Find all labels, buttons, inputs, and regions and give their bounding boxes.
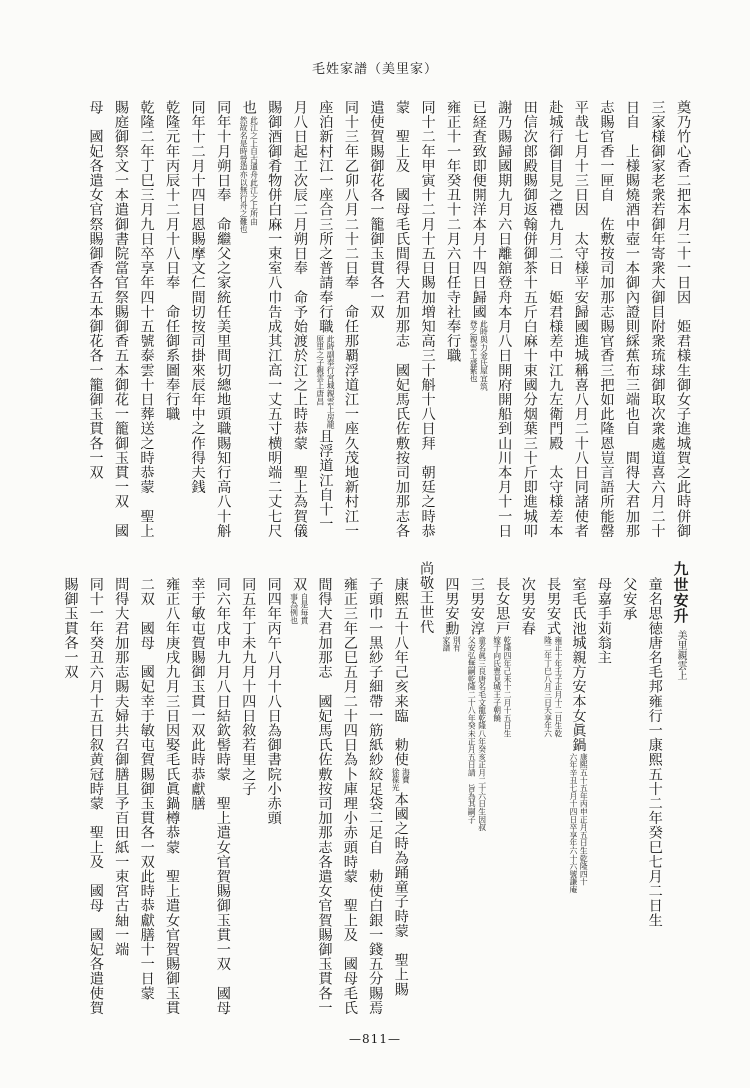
column-text: 本國之時為踊童子時蒙 聖上賜 xyxy=(392,792,409,997)
text-column xyxy=(311,577,337,1020)
column-text: 幸于敏屯賀賜御玉貫一双此時恭獻膳 xyxy=(189,577,206,811)
note-line: 登之親雲上盛紫也 xyxy=(469,320,479,383)
column-text: 双 xyxy=(291,577,308,592)
text-column xyxy=(235,577,261,1020)
column-text: 也 xyxy=(240,100,257,115)
column-text: 同年十二月十四日恩賜摩文仁間切按司掛來辰年中之作得夫銭 xyxy=(189,100,206,495)
column-text: 母嘉手苅翁主 xyxy=(595,577,612,665)
column-text: 志賜官香一匣自 佐敷按司加那志賜官香三把如此隆恩豈言語所能罄 xyxy=(598,100,615,538)
text-column xyxy=(388,577,414,1020)
column-text: 康熙五十八年己亥来臨 勅使 xyxy=(392,577,409,767)
column-text: 田信次郎殿賜御返翰併御茶十五斤白麻十束國分烟葉三十斤即進城叩 xyxy=(521,100,538,538)
column-text: 室毛氏池城親方安本女眞鍋 xyxy=(570,577,587,753)
column-text: 奠乃竹心香二把本月二十一日因 姫君様生御女子進城賀之此時併御 xyxy=(675,100,692,538)
column-text: 長男安式 xyxy=(545,577,562,636)
note-line: 康熙五十五年丙申正月五日生乾隆四十 xyxy=(579,753,589,886)
column-text: 赴城行御目見之禮九月二日 姫君様差中江九左衛門殿 太守様差本 xyxy=(547,100,564,538)
text-column xyxy=(134,577,160,1020)
text-column xyxy=(642,577,668,1020)
column-text: 同年十月朔日奉 命繼父之家統任美里間切總地頭職賜知行高八十斛 xyxy=(215,100,232,538)
column-text: 已経査致即便開洋本月十四日歸國 xyxy=(470,100,487,319)
text-column xyxy=(337,577,363,1020)
text-column xyxy=(540,577,566,1020)
text-column xyxy=(565,577,591,1020)
column-text: 二双 國母 國妃幸于敏屯賀賜御玉貫各一双此時恭獻膳十一日蒙 xyxy=(138,577,155,1001)
text-column xyxy=(362,577,388,1020)
text-column xyxy=(83,577,109,1020)
column-text: 同六年戊申九月八日結欽髻時蒙 聖上遣女官賀賜御玉貫一双 國母 xyxy=(214,577,231,1015)
note-line: 乾隆四年己未十二月十五日生 xyxy=(503,636,513,738)
generation-name: 九世安升 xyxy=(671,561,690,624)
reign-heading xyxy=(413,561,439,1020)
column-text: 乾隆元年丙辰十二月十八日奉 命任御系圖奉行職 xyxy=(164,100,181,422)
column-text: 同十二年甲寅十二月十五日賜加増知高三十斛十八日拜 朝廷之時恭 xyxy=(419,100,436,538)
column-text: 問得大君加那志賜夫婦共召御膳且予百田紙一束宮古紬一端 xyxy=(113,577,130,957)
note-line: 童名眞三良唐名毛文龍乾隆八年癸亥正月二十六日生因叔 xyxy=(477,636,487,832)
note-line: 徐葆光 xyxy=(391,767,401,792)
interlinear-note xyxy=(391,768,411,791)
text-column xyxy=(438,577,464,1020)
note-line: 嫁于向氏豊見城王子朝饒 xyxy=(492,636,502,723)
text-column xyxy=(616,577,642,1020)
page-header: 毛姓家譜（美里家） xyxy=(311,62,438,77)
note-line: 此時與力金氏屋宜筑 xyxy=(479,320,489,391)
note-line: 自是毎貫 xyxy=(299,592,309,624)
note-line: 然故名是時營造亦以無行舟之難也 xyxy=(239,115,249,233)
text-column xyxy=(591,577,617,1020)
generation-heading xyxy=(667,561,693,1020)
column-text: 次男安春 xyxy=(519,577,536,636)
interlinear-note xyxy=(543,636,563,737)
column-text: 長女思戸 xyxy=(494,577,511,636)
column-text: 間得大君加那志 國妃馬氏佐敷按司加那志各遣女官賀賜御玉貫各一 xyxy=(316,577,333,1015)
column-text: 同四年丙午八月十八日為御書院小赤頭 xyxy=(265,577,282,826)
note-line: 此江之上自古通舟此江之上所由 xyxy=(249,115,259,225)
column-text: 座泊新村江一座合三所之普請奉行職 xyxy=(317,100,334,334)
column-text: 賜御玉貫各一双 xyxy=(62,577,79,680)
text-column xyxy=(108,577,134,1020)
column-text: 同十三年乙卯八月二十二日奉 命任那覇浮道江一座久茂地新村江一 xyxy=(342,100,359,538)
text-column xyxy=(515,577,541,1020)
note-line: 此時副奉行宮城親雲上房龍 xyxy=(326,334,336,429)
text-column xyxy=(159,577,185,1020)
column-text: 三男安淳 xyxy=(468,577,485,636)
column-text: 遣使賀賜御花各一籠御玉貫各一双 xyxy=(368,100,385,319)
note-line: 雍正十年壬子正月十二日生乾 xyxy=(553,636,563,738)
interlinear-note xyxy=(492,636,512,737)
column-text: 子頭巾一黒紗子細帶一筋紙紗絞足袋二足自 勅使白銀一錢五分賜焉 xyxy=(367,577,384,1015)
column-text: 父安承 xyxy=(621,577,638,621)
note-line: 六年辛丑七月十四日卒享年六十六號謙庵 xyxy=(568,753,578,894)
note-line: 父安弘無嗣乾隆二十八年癸未正月五日請 旨為其嗣子 xyxy=(467,636,477,824)
column-text: 賜庭御祭文一本遣御書院當官祭賜御香五本御花一籠御玉貫一双 國 xyxy=(112,100,129,538)
column-text: 蒙 聖上及 國母毛氏間得大君加那志 國妃馬氏佐敷按司加那志各 xyxy=(394,100,411,538)
note-line: 海寶 xyxy=(401,767,411,784)
note-line: 原里之子親雲上唐昌 xyxy=(315,334,325,405)
text-column xyxy=(184,577,210,1020)
column-text: 母 國妃各遣女官祭賜御香各五本御花各一籠御玉貫各一双 xyxy=(87,100,104,480)
note-line: 家譜 xyxy=(441,636,451,653)
text-column xyxy=(464,577,490,1020)
note-line: 隆二年丁巳八月三日夭享年六 xyxy=(543,636,553,738)
text-column xyxy=(261,577,287,1020)
interlinear-note xyxy=(467,636,487,831)
text-column xyxy=(210,577,236,1020)
page-number: —811— xyxy=(349,1032,401,1046)
column-text: 三家様御家老衆若御年寄衆大御目附衆琉球御取次衆處道喜六月二十 xyxy=(649,100,666,538)
column-text: 且浮道江自十一 xyxy=(317,429,334,532)
text-column xyxy=(57,577,83,1020)
interlinear-note xyxy=(289,593,309,624)
column-text: 同十一年癸丑六月十五日叙黄冠時蒙 聖上及 國母 國妃各遣使賀 xyxy=(87,577,104,1015)
interlinear-note xyxy=(569,753,589,893)
column-text: 乾隆二年丁巳三月九日卒享年四十五號泰雲十日葬送之時恭蒙 聖上 xyxy=(138,100,155,538)
column-text: 雍正八年庚戌九月三日因娶毛氏眞鍋樽恭蒙 聖上遣女官賀賜御玉貫 xyxy=(164,577,181,1015)
column-text: 四男安勳 xyxy=(443,577,460,636)
column-text: 同五年丁未九月十四日敘若里之子 xyxy=(240,577,257,796)
text-column xyxy=(286,577,312,1020)
text-column xyxy=(489,577,515,1020)
column-text: 童名思徳唐名毛邦雍行一康熙五十二年癸巳七月二日生 xyxy=(646,577,663,928)
column-text: 平哉七月十三日因 太守様平安歸國進城稱喜八月二十八日同諸使者 xyxy=(572,100,589,538)
column-text: 月八日起工次辰二月朔日奉 命予始渡於江之上時恭蒙 聖上為賀儀 xyxy=(291,100,308,538)
column-text: 日自 上様賜燒酒中壺一本御內證則綵蕉布三端也自 間得大君加那 xyxy=(623,100,640,538)
column-text: 謝乃賜歸國期九月六日離舘登舟本月八日開府開船到山川本月十一日 xyxy=(496,100,513,538)
note-line: 別有 xyxy=(452,636,462,653)
column-text: 雍正三年乙巳五月二十四日為卜庫理小赤頭時蒙 聖上及 國母毛氏 xyxy=(341,577,358,1015)
note-line: 事為例也 xyxy=(289,592,299,624)
interlinear-note xyxy=(442,636,462,652)
column-text: 賜御酒御肴物併白麻一束室八巾告成其江高一丈五寸横明端二丈七尺 xyxy=(266,100,283,538)
reign-title: 尚敬王世代 xyxy=(418,561,435,634)
generation-title: 美里親雲上 xyxy=(675,630,686,681)
column-text: 雍正十一年癸丑十二月六日任寺社奉行職 xyxy=(445,100,462,363)
